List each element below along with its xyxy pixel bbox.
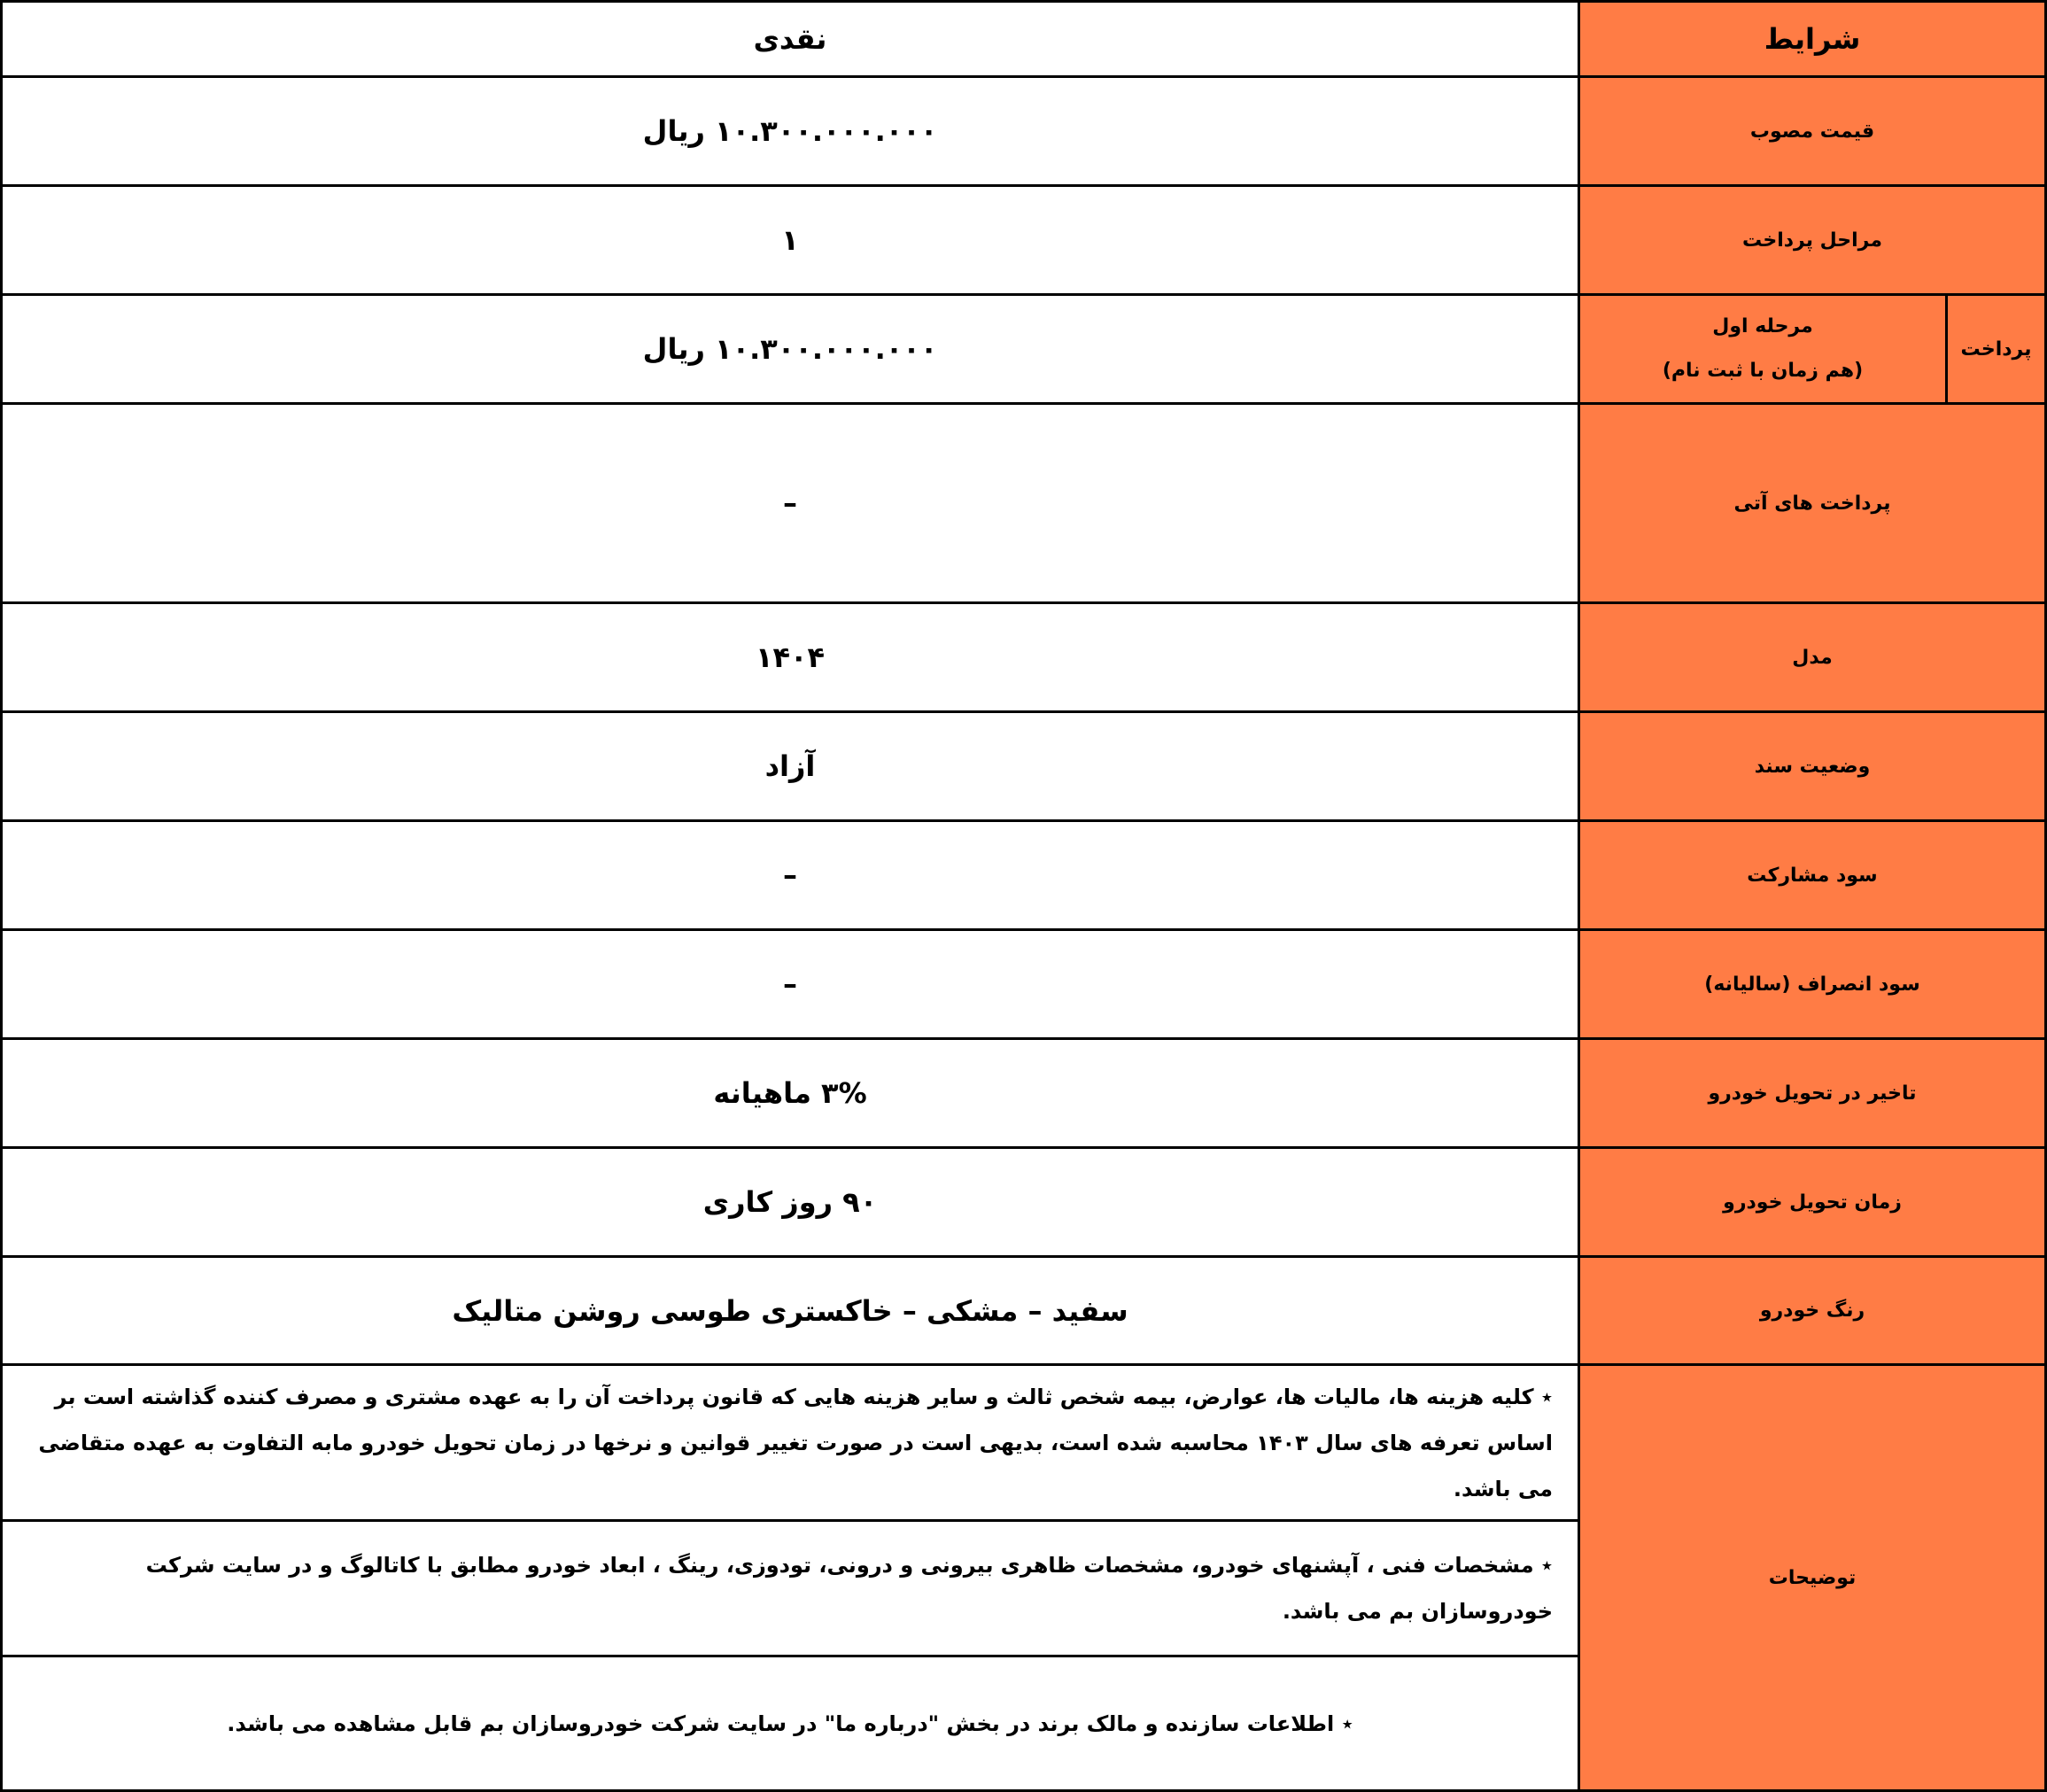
note-item-2-text: ٭ مشخصات فنی ، آپشنهای خودرو، مشخصات ظاهری بیرونی و درونی، تودوزی، رینگ ، ابعاد خودرو مطابق با کاتالوگ و در سایت شرکت خودروسازان بم می باشد. — [145, 1553, 1553, 1624]
note-item-3 — [0, 1655, 1580, 1792]
label-document-status — [1578, 710, 2047, 822]
label-car-color — [1578, 1255, 2047, 1366]
label-model-text: مدل — [1792, 646, 1833, 669]
value-delivery-time — [0, 1146, 1580, 1258]
value-future-payments — [0, 402, 1580, 604]
label-car-color-text: رنگ خودرو — [1759, 1299, 1865, 1322]
label-cancellation-profit — [1578, 928, 2047, 1040]
label-participation-profit — [1578, 819, 2047, 931]
value-delivery-delay — [0, 1037, 1580, 1149]
value-approved-price-text: ۱۰.۳۰۰.۰۰۰.۰۰۰ ریال — [642, 114, 938, 148]
value-delivery-delay-text: ۳% ماهیانه — [713, 1076, 867, 1110]
header-cash-text: نقدی — [753, 22, 827, 56]
value-document-status — [0, 710, 1580, 822]
label-delivery-time — [1578, 1146, 2047, 1258]
note-item-2 — [0, 1519, 1580, 1657]
label-approved-price — [1578, 75, 2047, 187]
value-payment-stages-text: ۱ — [781, 223, 799, 257]
value-car-color — [0, 1255, 1580, 1366]
label-first-stage-text: مرحله اول — [1712, 315, 1813, 337]
label-future-payments — [1578, 402, 2047, 604]
value-participation-profit-text: – — [783, 858, 797, 892]
label-payment-group-text: پرداخت — [1960, 337, 2032, 361]
label-approved-price-text: قیمت مصوب — [1749, 120, 1875, 143]
label-delivery-time-text: زمان تحویل خودرو — [1723, 1191, 1902, 1214]
label-model — [1578, 601, 2047, 713]
value-car-color-text: سفید – مشکی – خاکستری طوسی روشن متالیک — [452, 1293, 1128, 1328]
note-item-1 — [0, 1363, 1580, 1522]
label-delivery-delay — [1578, 1037, 2047, 1149]
value-document-status-text: آزاد — [764, 749, 816, 783]
label-participation-profit-text: سود مشارکت — [1747, 864, 1878, 887]
label-cancellation-profit-text: سود انصراف (سالیانه) — [1704, 973, 1920, 996]
value-model-text: ۱۴۰۴ — [755, 640, 826, 674]
label-first-stage — [1578, 293, 1948, 405]
value-first-stage — [0, 293, 1580, 405]
value-first-stage-text: ۱۰.۳۰۰.۰۰۰.۰۰۰ ریال — [642, 332, 938, 366]
label-delivery-delay-text: تاخیر در تحویل خودرو — [1708, 1082, 1917, 1105]
value-future-payments-text: – — [783, 486, 797, 520]
value-cancellation-profit-text: – — [783, 967, 797, 1001]
label-payment-stages — [1578, 184, 2047, 296]
note-item-3-text: ٭ اطلاعات سازنده و مالک برند در بخش "درباره ما" در سایت شرکت خودروسازان بم قابل مشاهده می باشد. — [227, 1711, 1353, 1736]
label-notes-text: توضیحات — [1768, 1566, 1857, 1589]
label-notes — [1578, 1363, 2047, 1792]
label-future-payments-text: پرداخت های آتی — [1733, 492, 1891, 515]
label-document-status-text: وضعیت سند — [1754, 755, 1871, 778]
header-conditions — [1578, 0, 2047, 78]
header-cash — [0, 0, 1580, 78]
header-conditions-text: شرایط — [1764, 22, 1861, 56]
value-model — [0, 601, 1580, 713]
value-approved-price — [0, 75, 1580, 187]
note-item-1-text: ٭ کلیه هزینه ها، مالیات ها، عوارض، بیمه شخص ثالث و سایر هزینه هایی که قانون پرداخت آن را به عهده مشتری و مصرف کننده گذاشته است بر اساس تعرفه های سال ۱۴۰۳ محاسبه شده است، بدیهی است در صورت تغییر قوانین و نرخها در زمان تحویل خودرو مابه التفاوت به عهده متقاضی می باشد. — [38, 1384, 1553, 1501]
value-participation-profit — [0, 819, 1580, 931]
value-delivery-time-text: ۹۰ روز کاری — [702, 1185, 878, 1219]
label-payment-group — [1945, 293, 2047, 405]
value-payment-stages — [0, 184, 1580, 296]
label-first-stage-note: (هم زمان با ثبت نام) — [1662, 360, 1864, 382]
value-cancellation-profit — [0, 928, 1580, 1040]
label-payment-stages-text: مراحل پرداخت — [1742, 229, 1882, 252]
